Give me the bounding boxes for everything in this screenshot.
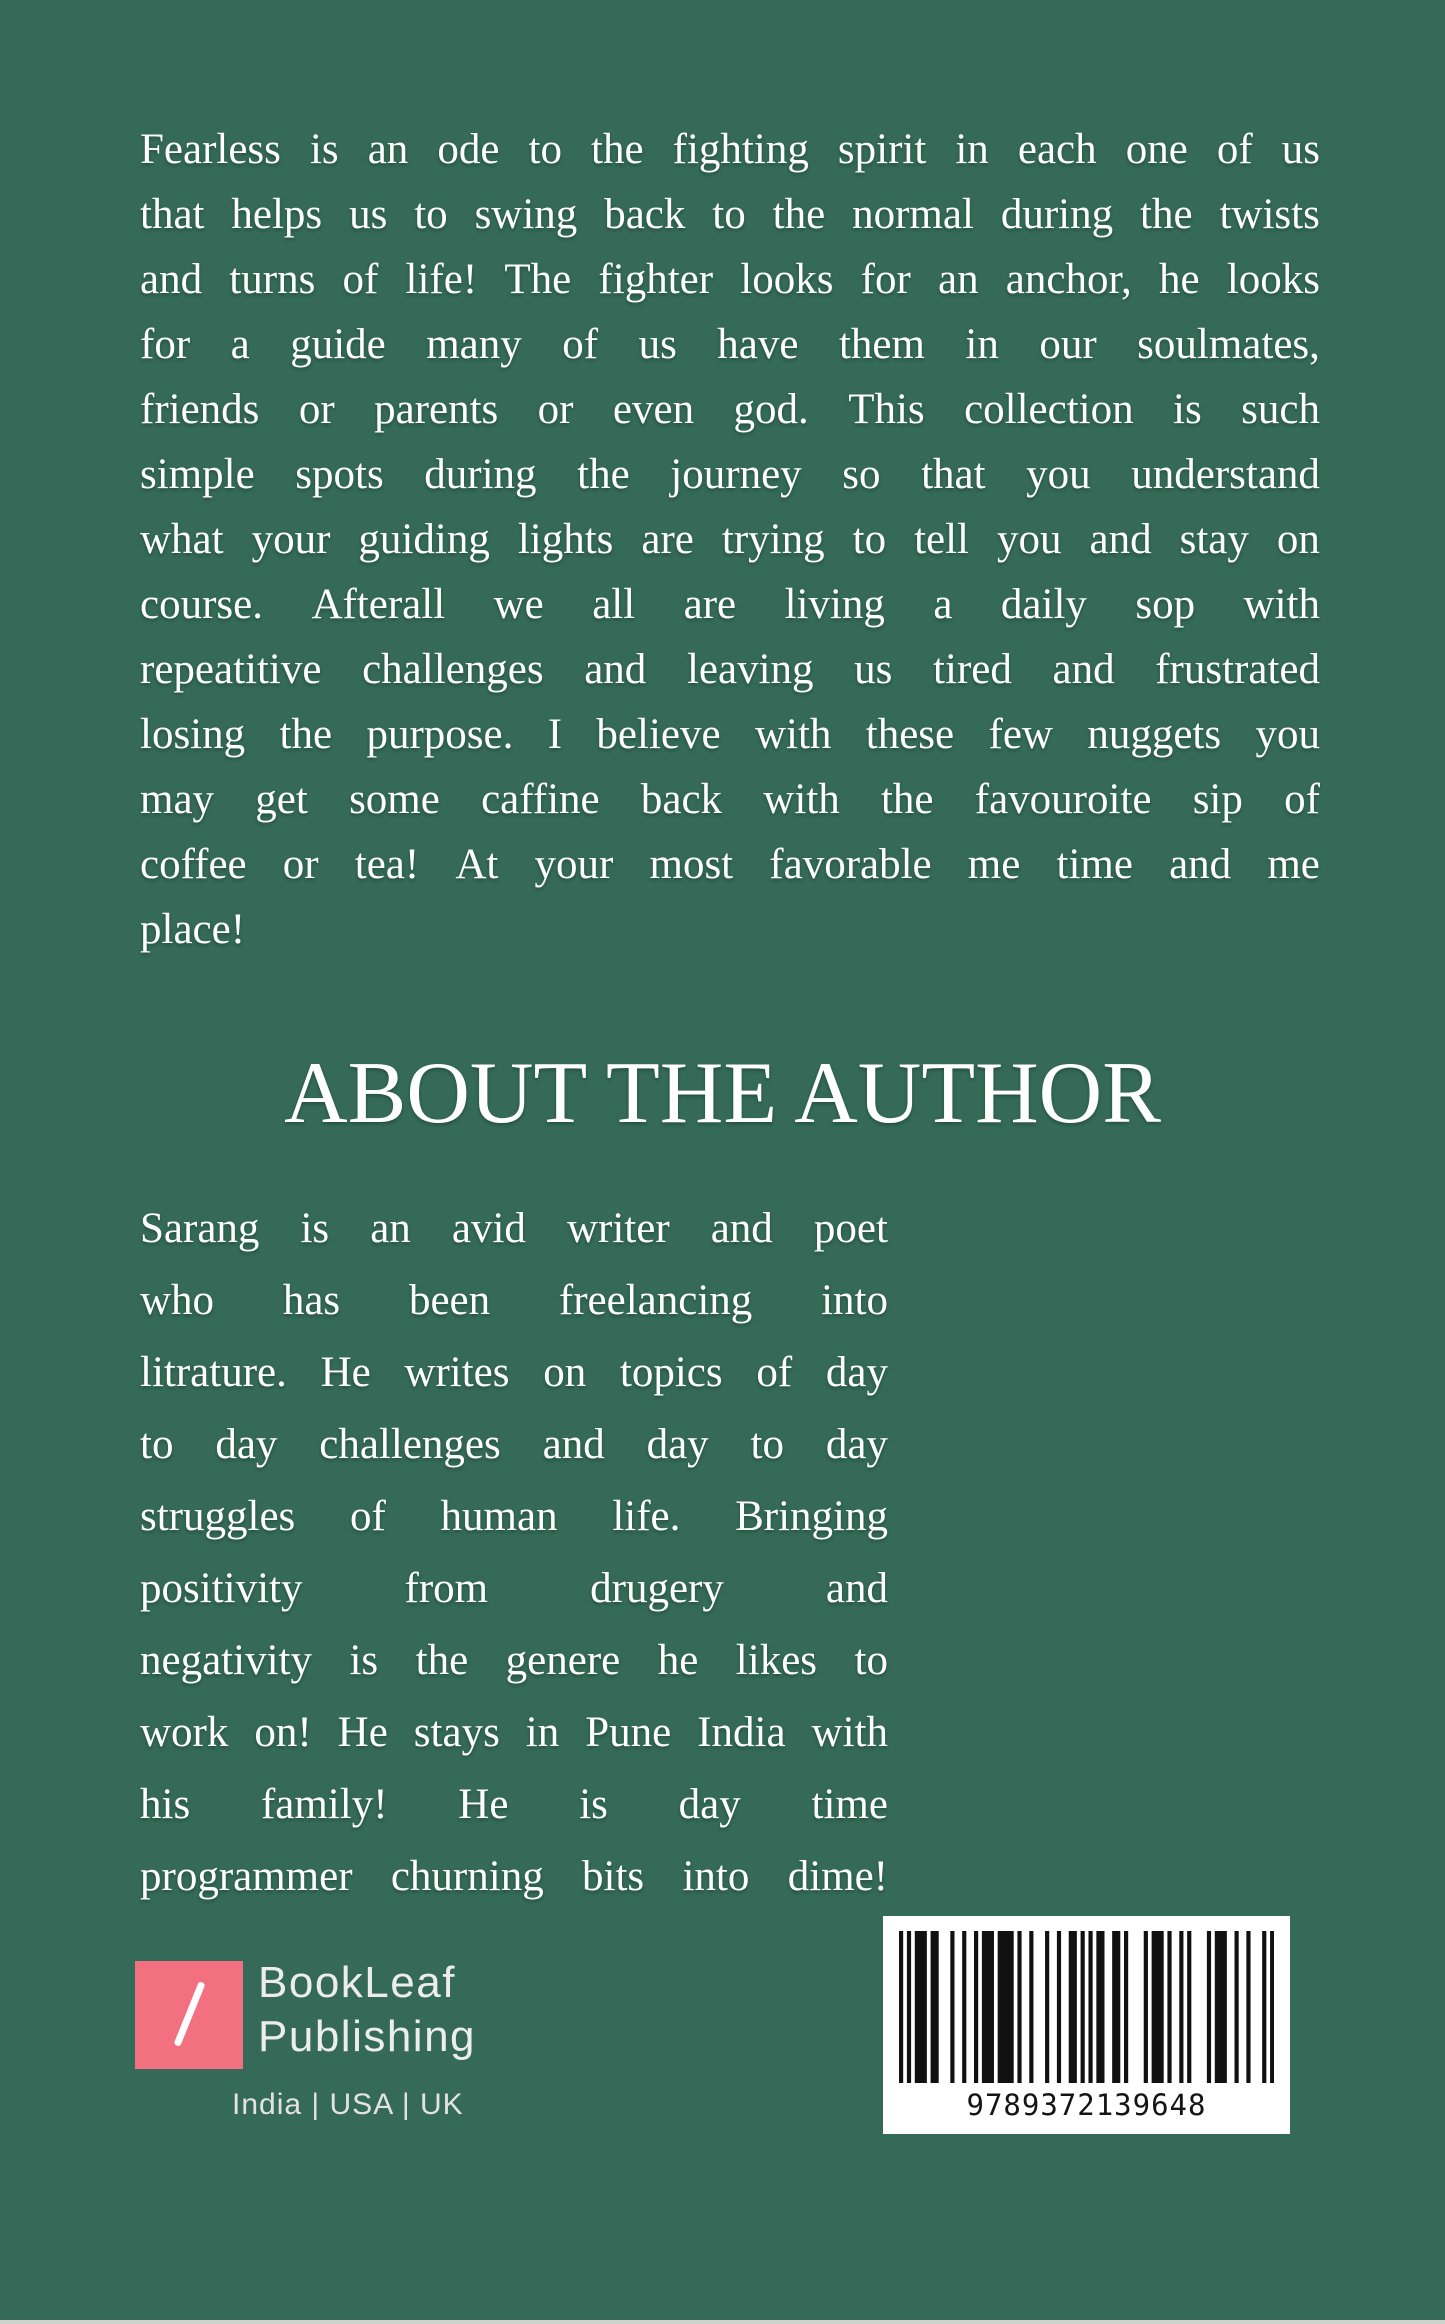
text-line: and turns of life! The fighter looks for an anchor, he looks <box>140 256 1320 303</box>
publisher-logo <box>135 1961 243 2069</box>
text-line: work on! He stays in Pune India with <box>140 1709 888 1756</box>
text-line: positivity from drugery and <box>140 1565 888 1612</box>
text-line: who has been freelancing into <box>140 1277 888 1324</box>
slash-icon <box>174 1981 206 2047</box>
author-bio-paragraph <box>140 1204 888 1924</box>
text-line: repeatitive challenges and leaving us tired and frustrated <box>140 646 1320 693</box>
text-line: friends or parents or even god. This collection is such <box>140 386 1320 433</box>
text-line: programmer churning bits into dime! <box>140 1853 888 1900</box>
barcode-bars <box>899 1931 1274 2083</box>
text-line: litrature. He writes on topics of day <box>140 1349 888 1396</box>
text-line: course. Afterall we all are living a daily sop with <box>140 581 1320 628</box>
text-line: his family! He is day time <box>140 1781 888 1828</box>
text-line: negativity is the genere he likes to <box>140 1637 888 1684</box>
about-the-author-heading: ABOUT THE AUTHOR <box>284 1045 1161 1142</box>
text-line: that helps us to swing back to the normal during the twists <box>140 191 1320 238</box>
text-line: losing the purpose. I believe with these few nuggets you <box>140 711 1320 758</box>
text-line: Sarang is an avid writer and poet <box>140 1205 888 1252</box>
page-bottom-edge <box>0 2320 1445 2324</box>
text-line: may get some caffine back with the favouroite sip of <box>140 776 1320 823</box>
publisher-tagline: India | USA | UK <box>232 2088 464 2121</box>
publisher-name-line2: Publishing <box>258 2012 477 2061</box>
publisher-name-line1: BookLeaf <box>258 1958 456 2007</box>
publisher-name <box>258 1956 476 2064</box>
text-line: struggles of human life. Bringing <box>140 1493 888 1540</box>
synopsis-paragraph <box>140 125 1320 970</box>
text-line: to day challenges and day to day <box>140 1421 888 1468</box>
text-line: Fearless is an ode to the fighting spirit in each one of us <box>140 126 1320 173</box>
text-line: for a guide many of us have them in our soulmates, <box>140 321 1320 368</box>
text-line: place! <box>140 906 246 953</box>
barcode <box>883 1916 1290 2134</box>
text-line: what your guiding lights are trying to tell you and stay on <box>140 516 1320 563</box>
barcode-number: 9789372139648 <box>966 2088 1207 2122</box>
text-line: simple spots during the journey so that you understand <box>140 451 1320 498</box>
text-line: coffee or tea! At your most favorable me time and me <box>140 841 1320 888</box>
